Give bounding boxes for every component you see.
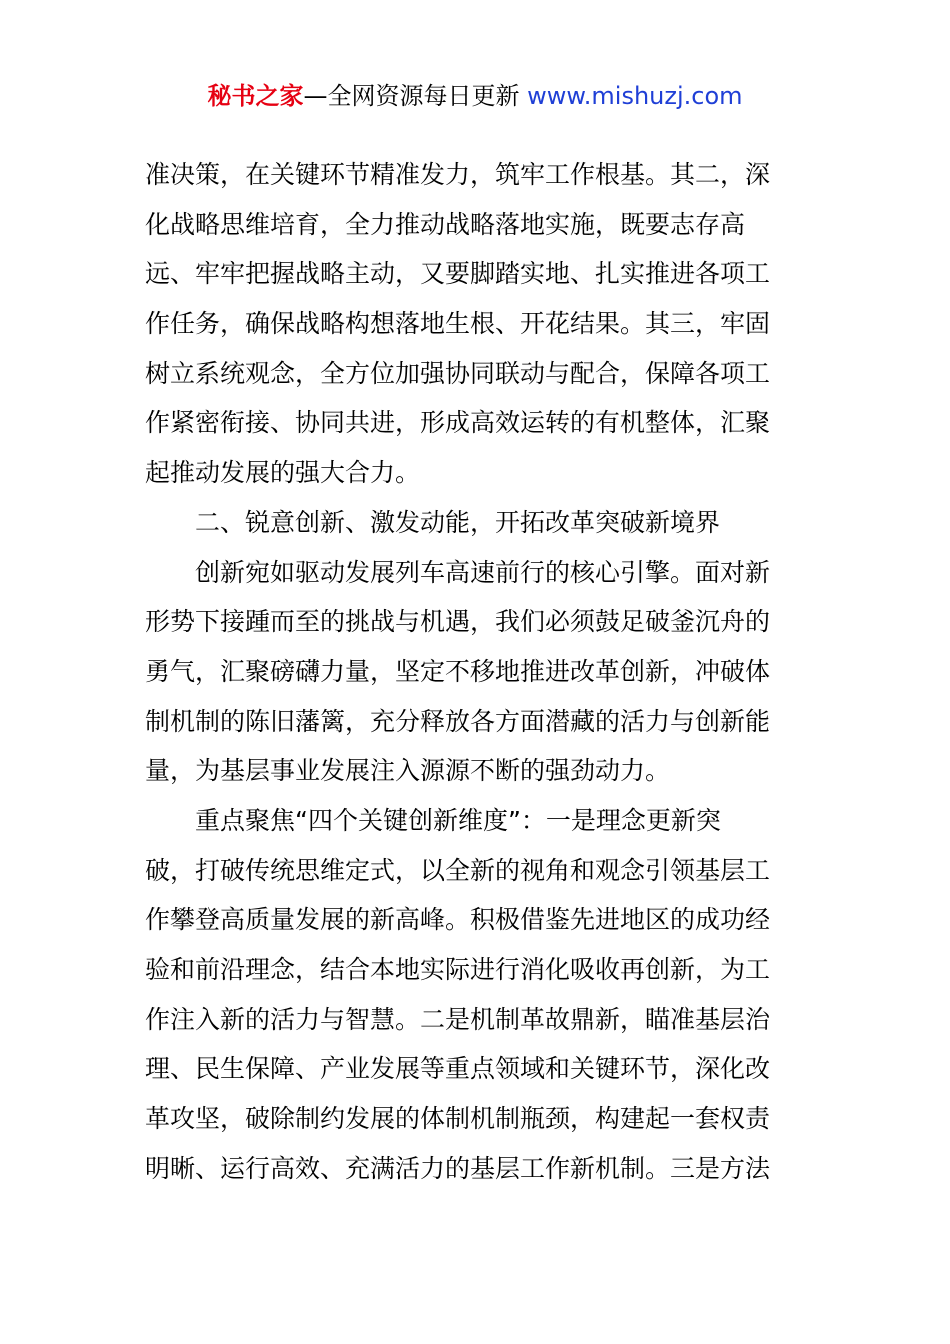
text-line: 化战略思维培育，全力推动战略落地实施，既要志存高 [145, 209, 746, 239]
text-line: 作攀登高质量发展的新高峰。积极借鉴先进地区的成功经 [145, 905, 771, 935]
text-line: 量，为基层事业发展注入源源不断的强劲动力。 [145, 756, 671, 786]
text-line: 验和前沿理念，结合本地实际进行消化吸收再创新，为工 [145, 955, 771, 984]
text-line: 破，打破传统思维定式，以全新的视角和观念引领基层工 [145, 855, 771, 885]
text-line: 创新宛如驱动发展列车高速前行的核心引擎。面对新 [195, 557, 771, 587]
site-tagline: —全网资源每日更新 [303, 82, 520, 110]
text-line: 作任务，确保战略构想落地生根、开花结果。其三，牢固 [145, 309, 771, 339]
document-body [145, 150, 815, 1193]
text-line: 重点聚焦“四个关键创新维度”：一是理念更新突 [195, 805, 721, 835]
text-line: 作注入新的活力与智慧。二是机制革故鼎新，瞄准基层治 [145, 1004, 771, 1034]
text-line: 勇气，汇聚磅礴力量，坚定不移地推进改革创新，冲破体 [145, 656, 771, 686]
text-line: 起推动发展的强大合力。 [145, 458, 421, 488]
text-line: 形势下接踵而至的挑战与机遇，我们必须鼓足破釜沉舟的 [145, 607, 771, 637]
text-line: 制机制的陈旧藩篱，充分释放各方面潜藏的活力与创新能 [145, 706, 771, 736]
site-brand: 秘书之家 [207, 82, 304, 110]
text-line: 革攻坚，破除制约发展的体制机制瓶颈，构建起一套权责 [145, 1104, 771, 1134]
site-url-link[interactable]: www.mishuzj.com [527, 82, 743, 110]
text-line: 明晰、运行高效、充满活力的基层工作新机制。三是方法 [145, 1153, 771, 1183]
text-line: 树立系统观念，全方位加强协同联动与配合，保障各项工 [145, 358, 771, 388]
site-header [0, 78, 950, 114]
section-heading: 二、锐意创新、激发动能，开拓改革突破新境界 [195, 507, 721, 537]
text-line: 理、民生保障、产业发展等重点领域和关键环节，深化改 [145, 1054, 771, 1084]
text-line: 作紧密衔接、协同共进，形成高效运转的有机整体，汇聚 [145, 408, 771, 438]
text-line: 远、牢牢把握战略主动，又要脚踏实地、扎实推进各项工 [145, 259, 771, 289]
text-line: 准决策，在关键环节精准发力，筑牢工作根基。其二，深 [145, 160, 771, 189]
